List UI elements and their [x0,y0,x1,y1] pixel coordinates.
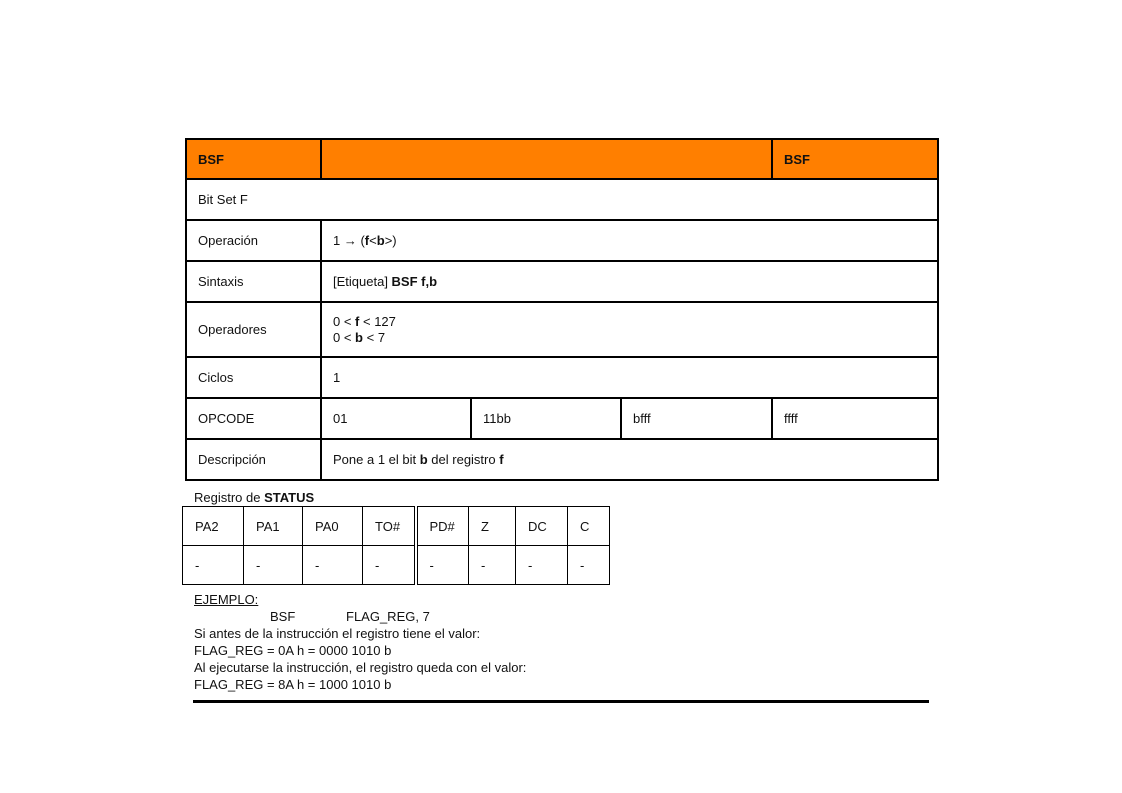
status-caption-pre: Registro de [194,490,265,505]
opcode-row [186,398,938,439]
desc-b: b [419,452,428,467]
op1-var: f [355,313,360,329]
status-value: - [183,546,244,585]
name-row [186,179,938,220]
sintaxis-row [186,261,938,302]
example-operands: FLAG_REG, 7 [346,609,430,624]
opcode-cell: 11bb [471,398,621,439]
example-line-1: Si antes de la instrucción el registro tiene el valor: [194,626,481,641]
status-value: - [303,546,363,585]
operacion-label: Operación [186,220,321,261]
header-row [186,139,938,179]
operacion-value [321,220,938,261]
ciclos-value: 1 [321,357,938,398]
operadores-row [186,302,938,357]
op1-pre: 0 < [333,313,356,329]
operacion-f: f [364,233,370,248]
operadores-line-2 [333,330,926,346]
status-values-row [183,546,610,585]
status-bit: C [568,507,610,546]
example-block [194,591,934,693]
status-value: - [363,546,416,585]
desc-mid: del registro [427,452,500,467]
status-bit: PA1 [244,507,303,546]
descripcion-label: Descripción [186,439,321,480]
operadores-label: Operadores [186,302,321,357]
status-bit: PD# [416,507,469,546]
desc-pre: Pone a 1 el bit [333,452,420,467]
status-bits-row [183,507,610,546]
op1-post: < 127 [359,313,396,329]
header-middle-cell [321,139,772,179]
op2-post: < 7 [363,329,386,345]
opcode-cell: ffff [772,398,938,439]
opcode-cell: 01 [321,398,471,439]
operacion-prefix: 1 → ( [333,233,365,248]
descripcion-row [186,439,938,480]
operacion-row [186,220,938,261]
status-bit: TO# [363,507,416,546]
header-right-cell: BSF [772,139,938,179]
operadores-value [321,302,938,357]
operacion-lt: < [369,233,377,248]
status-value: - [516,546,568,585]
example-code [194,608,934,625]
ciclos-row [186,357,938,398]
example-mnemonic: BSF [270,609,296,624]
sintaxis-label: Sintaxis [186,261,321,302]
instruction-table [185,138,939,481]
ciclos-label: Ciclos [186,357,321,398]
desc-f: f [499,452,504,467]
status-bit: PA0 [303,507,363,546]
opcode-cell: bfff [621,398,772,439]
status-bit: Z [469,507,516,546]
operadores-line-1 [333,314,926,330]
sintaxis-value [321,261,938,302]
op2-var: b [355,329,363,345]
header-left-cell: BSF [186,139,321,179]
status-value: - [469,546,516,585]
instruction-name: Bit Set F [186,179,938,220]
status-bit: PA2 [183,507,244,546]
op2-pre: 0 < [333,329,356,345]
status-register-table [182,506,610,585]
status-value: - [416,546,469,585]
bottom-rule [193,700,929,703]
example-label: EJEMPLO: [194,592,259,607]
status-bit: DC [516,507,568,546]
example-line-4: FLAG_REG = 8A h = 1000 1010 b [194,677,392,692]
opcode-label: OPCODE [186,398,321,439]
status-value: - [244,546,303,585]
descripcion-value [321,439,938,480]
status-caption-bold: STATUS [264,490,315,505]
operacion-b: b [376,233,385,248]
operacion-suffix: >) [384,233,397,248]
sintaxis-bold: BSF f,b [391,274,438,289]
status-value: - [568,546,610,585]
example-line-3: Al ejecutarse la instrucción, el registro queda con el valor: [194,660,527,675]
status-caption [194,490,314,505]
example-line-2: FLAG_REG = 0A h = 0000 1010 b [194,643,392,658]
sintaxis-prefix: [Etiqueta] [333,274,392,289]
